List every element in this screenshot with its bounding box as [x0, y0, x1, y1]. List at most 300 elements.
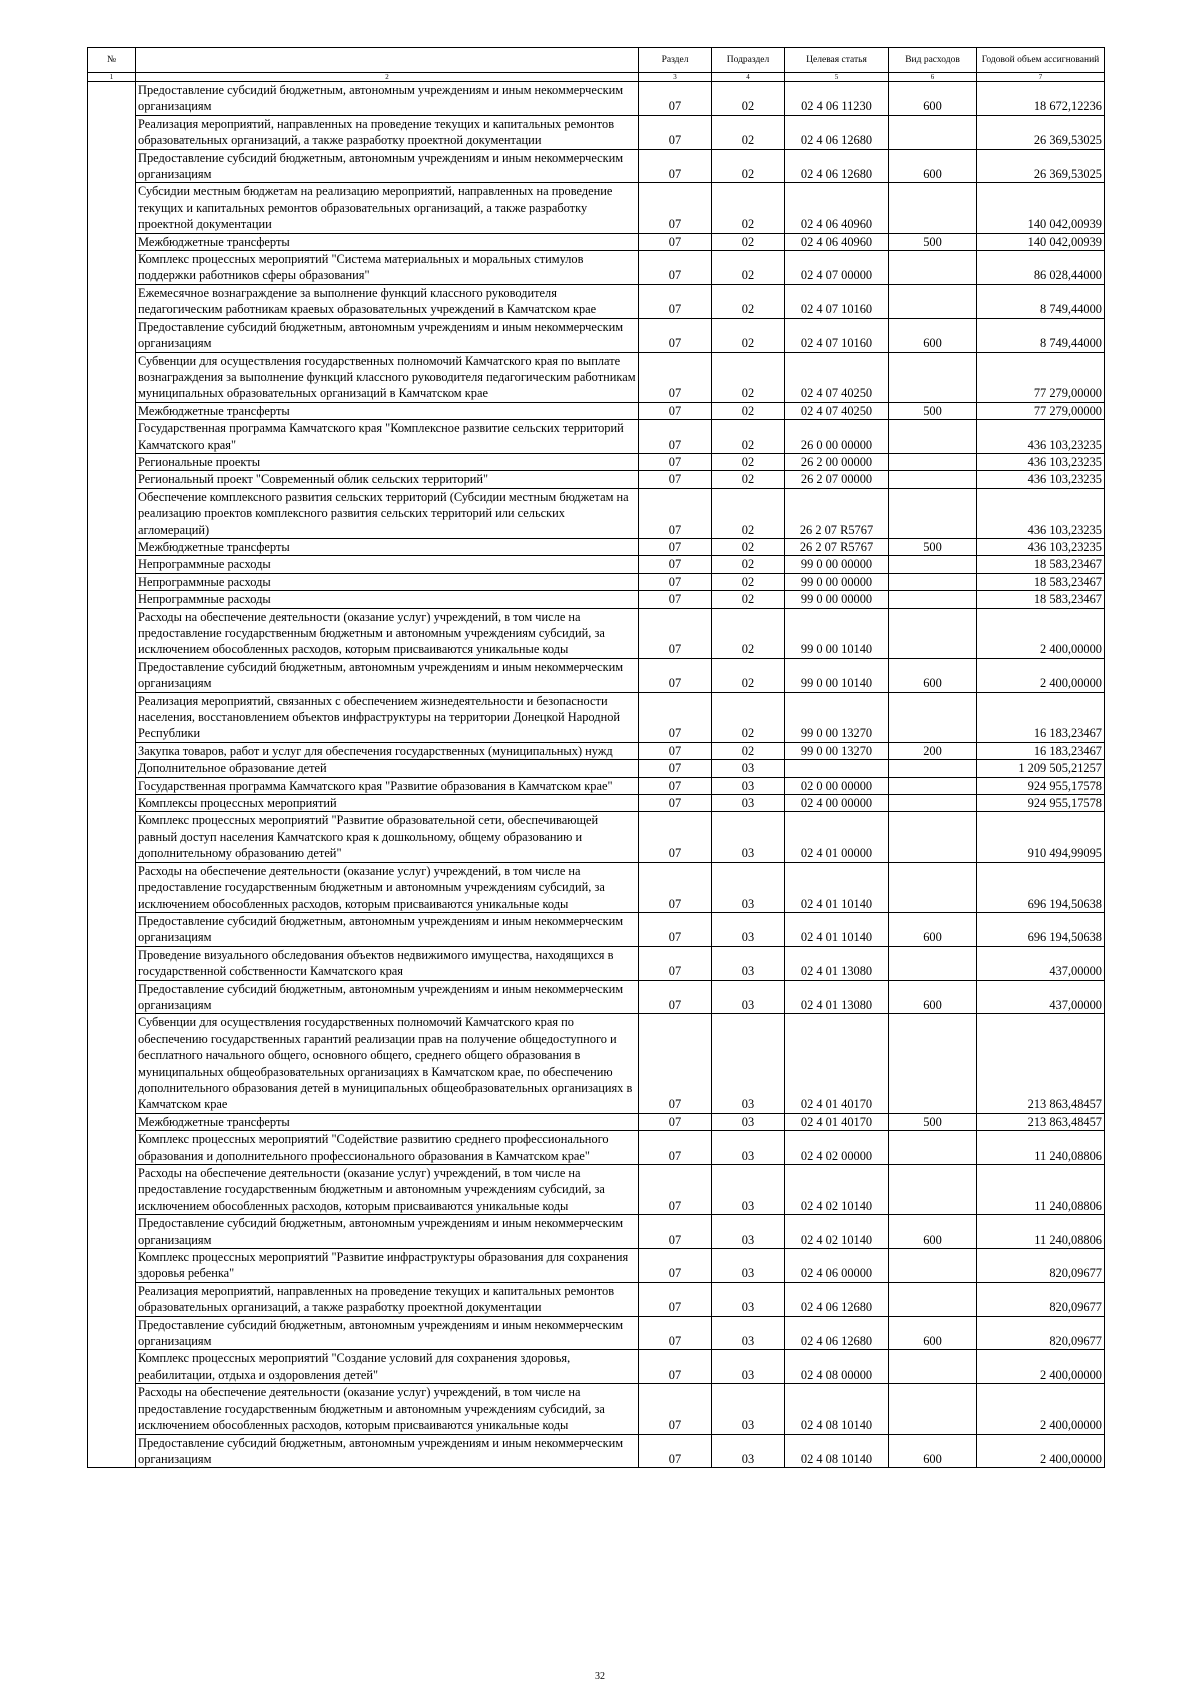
row-num — [88, 284, 136, 318]
table-row — [88, 1215, 1105, 1249]
row-expense-type: 600 — [889, 912, 977, 946]
header-num: № — [88, 48, 136, 73]
table-body — [88, 82, 1105, 1468]
row-section: 07 — [639, 862, 712, 912]
table-row — [88, 251, 1105, 285]
row-subsection: 03 — [712, 795, 785, 812]
row-subsection: 02 — [712, 82, 785, 116]
row-section: 07 — [639, 115, 712, 149]
row-num — [88, 760, 136, 777]
row-target: 02 4 07 00000 — [785, 251, 889, 285]
row-expense-type: 600 — [889, 1316, 977, 1350]
row-amount: 86 028,44000 — [977, 251, 1105, 285]
row-target: 26 0 00 00000 — [785, 420, 889, 454]
row-expense-type — [889, 692, 977, 742]
row-section: 07 — [639, 658, 712, 692]
row-amount: 696 194,50638 — [977, 862, 1105, 912]
row-section: 07 — [639, 183, 712, 233]
row-amount: 16 183,23467 — [977, 742, 1105, 759]
row-amount: 8 749,44000 — [977, 284, 1105, 318]
row-expense-type — [889, 1384, 977, 1434]
row-subsection: 02 — [712, 488, 785, 538]
header-name — [136, 48, 639, 73]
row-section: 07 — [639, 233, 712, 250]
row-amount: 16 183,23467 — [977, 692, 1105, 742]
row-target: 02 4 06 12680 — [785, 1316, 889, 1350]
row-name: Расходы на обеспечение деятельности (оказание услуг) учреждений, в том числе на предоставление государственным бюджетным и автономным учреждениям субсидий, за исключением обособленных расходов, которым присваиваются уникальные коды — [136, 862, 639, 912]
row-amount: 77 279,00000 — [977, 402, 1105, 419]
row-num — [88, 538, 136, 555]
row-subsection: 02 — [712, 183, 785, 233]
row-amount: 26 369,53025 — [977, 115, 1105, 149]
row-subsection: 02 — [712, 471, 785, 488]
row-section: 07 — [639, 318, 712, 352]
row-num — [88, 420, 136, 454]
row-name: Региональные проекты — [136, 453, 639, 470]
row-expense-type — [889, 760, 977, 777]
table-row — [88, 980, 1105, 1014]
row-target: 02 4 07 40250 — [785, 352, 889, 402]
row-name: Комплекс процессных мероприятий "Содействие развитию среднего профессионального образования и дополнительного профессионального образования в Камчатском крае" — [136, 1131, 639, 1165]
row-section: 07 — [639, 420, 712, 454]
row-name: Проведение визуального обследования объектов недвижимого имущества, находящихся в государственной собственности Камчатского края — [136, 946, 639, 980]
row-subsection: 02 — [712, 742, 785, 759]
row-amount: 140 042,00939 — [977, 183, 1105, 233]
row-num — [88, 573, 136, 590]
row-name: Реализация мероприятий, направленных на проведение текущих и капитальных ремонтов образовательных организаций, а также разработку проектной документации — [136, 1282, 639, 1316]
row-name: Ежемесячное вознаграждение за выполнение функций классного руководителя педагогическим работникам краевых образовательных учреждений в Камчатском крае — [136, 284, 639, 318]
row-num — [88, 402, 136, 419]
row-section: 07 — [639, 1316, 712, 1350]
row-section: 07 — [639, 284, 712, 318]
row-amount: 924 955,17578 — [977, 777, 1105, 794]
row-name: Субвенции для осуществления государственных полномочий Камчатского края по выплате вознаграждения за выполнение функций классного руководителя педагогическим работникам муниципальных образовательных организаций в Камчатском крае — [136, 352, 639, 402]
row-num — [88, 946, 136, 980]
row-num — [88, 795, 136, 812]
table-row — [88, 760, 1105, 777]
row-num — [88, 692, 136, 742]
row-expense-type: 600 — [889, 980, 977, 1014]
row-target: 02 4 01 40170 — [785, 1113, 889, 1130]
row-name: Предоставление субсидий бюджетным, автономным учреждениям и иным некоммерческим организациям — [136, 912, 639, 946]
row-section: 07 — [639, 980, 712, 1014]
row-num — [88, 1215, 136, 1249]
table-row — [88, 1014, 1105, 1113]
row-subsection: 03 — [712, 862, 785, 912]
row-target: 02 4 07 40250 — [785, 402, 889, 419]
row-amount: 77 279,00000 — [977, 352, 1105, 402]
row-section: 07 — [639, 812, 712, 862]
row-amount: 11 240,08806 — [977, 1215, 1105, 1249]
row-num — [88, 658, 136, 692]
row-subsection: 03 — [712, 1249, 785, 1283]
row-target — [785, 760, 889, 777]
table-row — [88, 946, 1105, 980]
row-subsection: 02 — [712, 591, 785, 608]
row-expense-type — [889, 488, 977, 538]
row-section: 07 — [639, 608, 712, 658]
row-section: 07 — [639, 692, 712, 742]
row-section: 07 — [639, 777, 712, 794]
row-name: Реализация мероприятий, направленных на проведение текущих и капитальных ремонтов образовательных организаций, а также разработку проектной документации — [136, 115, 639, 149]
row-num — [88, 912, 136, 946]
row-expense-type — [889, 777, 977, 794]
row-section: 07 — [639, 82, 712, 116]
table-row — [88, 1282, 1105, 1316]
table-row — [88, 1249, 1105, 1283]
row-name: Непрограммные расходы — [136, 573, 639, 590]
row-amount: 436 103,23235 — [977, 453, 1105, 470]
row-num — [88, 318, 136, 352]
row-expense-type — [889, 1350, 977, 1384]
table-row — [88, 1316, 1105, 1350]
row-num — [88, 1316, 136, 1350]
row-expense-type — [889, 573, 977, 590]
table-row — [88, 1350, 1105, 1384]
row-expense-type: 500 — [889, 402, 977, 419]
row-section: 07 — [639, 471, 712, 488]
row-target: 02 4 06 40960 — [785, 183, 889, 233]
row-section: 07 — [639, 149, 712, 183]
row-num — [88, 149, 136, 183]
table-row — [88, 420, 1105, 454]
table-row — [88, 777, 1105, 794]
row-target: 02 4 01 00000 — [785, 812, 889, 862]
row-section: 07 — [639, 1014, 712, 1113]
table-row — [88, 591, 1105, 608]
table-row — [88, 912, 1105, 946]
table-row — [88, 471, 1105, 488]
row-section: 07 — [639, 1384, 712, 1434]
table-row — [88, 318, 1105, 352]
row-target: 99 0 00 13270 — [785, 692, 889, 742]
row-subsection: 02 — [712, 453, 785, 470]
row-name: Расходы на обеспечение деятельности (оказание услуг) учреждений, в том числе на предоставление государственным бюджетным и автономным учреждениям субсидий, за исключением обособленных расходов, которым присваиваются уникальные коды — [136, 608, 639, 658]
row-subsection: 02 — [712, 115, 785, 149]
row-expense-type: 600 — [889, 318, 977, 352]
row-expense-type: 600 — [889, 1434, 977, 1468]
row-amount: 437,00000 — [977, 980, 1105, 1014]
row-subsection: 03 — [712, 1131, 785, 1165]
row-subsection: 02 — [712, 233, 785, 250]
row-section: 07 — [639, 760, 712, 777]
row-target: 02 0 00 00000 — [785, 777, 889, 794]
row-num — [88, 233, 136, 250]
row-expense-type — [889, 608, 977, 658]
header-expense-type: Вид расходов — [889, 48, 977, 73]
row-target: 02 4 02 10140 — [785, 1165, 889, 1215]
row-target: 02 4 06 11230 — [785, 82, 889, 116]
row-section: 07 — [639, 352, 712, 402]
row-target: 02 4 01 10140 — [785, 912, 889, 946]
table-row — [88, 556, 1105, 573]
row-num — [88, 1384, 136, 1434]
row-expense-type — [889, 115, 977, 149]
row-target: 02 4 07 10160 — [785, 318, 889, 352]
row-name: Государственная программа Камчатского края "Комплексное развитие сельских территорий Камчатского края" — [136, 420, 639, 454]
row-subsection: 02 — [712, 352, 785, 402]
row-expense-type — [889, 420, 977, 454]
row-target: 02 4 00 00000 — [785, 795, 889, 812]
row-amount: 2 400,00000 — [977, 1350, 1105, 1384]
row-num — [88, 1165, 136, 1215]
table-row — [88, 352, 1105, 402]
row-section: 07 — [639, 538, 712, 555]
row-name: Предоставление субсидий бюджетным, автономным учреждениям и иным некоммерческим организациям — [136, 318, 639, 352]
row-amount: 1 209 505,21257 — [977, 760, 1105, 777]
row-subsection: 03 — [712, 1165, 785, 1215]
row-section: 07 — [639, 912, 712, 946]
row-expense-type: 500 — [889, 1113, 977, 1130]
row-num — [88, 742, 136, 759]
table-row — [88, 658, 1105, 692]
row-expense-type: 600 — [889, 658, 977, 692]
row-amount: 140 042,00939 — [977, 233, 1105, 250]
column-number: 5 — [785, 73, 889, 82]
row-section: 07 — [639, 1165, 712, 1215]
row-section: 07 — [639, 591, 712, 608]
row-name: Комплекс процессных мероприятий "Развитие образовательной сети, обеспечивающей равный доступ населения Камчатского края к дошкольному, общему образованию и дополнительному образованию детей" — [136, 812, 639, 862]
column-number: 3 — [639, 73, 712, 82]
table-row — [88, 812, 1105, 862]
row-section: 07 — [639, 795, 712, 812]
row-section: 07 — [639, 1434, 712, 1468]
row-num — [88, 1113, 136, 1130]
row-target: 02 4 08 10140 — [785, 1384, 889, 1434]
row-amount: 18 583,23467 — [977, 591, 1105, 608]
row-expense-type — [889, 471, 977, 488]
row-name: Предоставление субсидий бюджетным, автономным учреждениям и иным некоммерческим организациям — [136, 82, 639, 116]
row-num — [88, 1014, 136, 1113]
row-target: 02 4 08 10140 — [785, 1434, 889, 1468]
table-header-row — [88, 48, 1105, 73]
row-expense-type — [889, 946, 977, 980]
row-subsection: 03 — [712, 946, 785, 980]
row-expense-type: 500 — [889, 233, 977, 250]
row-num — [88, 1249, 136, 1283]
table-row — [88, 149, 1105, 183]
row-target: 02 4 01 13080 — [785, 980, 889, 1014]
row-section: 07 — [639, 573, 712, 590]
row-num — [88, 453, 136, 470]
row-name: Расходы на обеспечение деятельности (оказание услуг) учреждений, в том числе на предоставление государственным бюджетным и автономным учреждениям субсидий, за исключением обособленных расходов, которым присваиваются уникальные коды — [136, 1165, 639, 1215]
row-target: 02 4 01 10140 — [785, 862, 889, 912]
row-subsection: 02 — [712, 402, 785, 419]
row-amount: 213 863,48457 — [977, 1113, 1105, 1130]
table-row — [88, 1165, 1105, 1215]
row-subsection: 02 — [712, 318, 785, 352]
row-subsection: 02 — [712, 538, 785, 555]
row-section: 07 — [639, 742, 712, 759]
row-target: 26 2 00 00000 — [785, 453, 889, 470]
row-expense-type — [889, 795, 977, 812]
column-number: 2 — [136, 73, 639, 82]
row-subsection: 03 — [712, 1282, 785, 1316]
row-subsection: 02 — [712, 251, 785, 285]
row-target: 02 4 02 10140 — [785, 1215, 889, 1249]
row-num — [88, 1350, 136, 1384]
row-target: 02 4 06 12680 — [785, 149, 889, 183]
row-subsection: 03 — [712, 1113, 785, 1130]
row-name: Субсидии местным бюджетам на реализацию мероприятий, направленных на проведение текущих и капитальных ремонтов образовательных организаций, а также разработку проектной документации — [136, 183, 639, 233]
row-section: 07 — [639, 946, 712, 980]
table-row — [88, 183, 1105, 233]
table-row — [88, 573, 1105, 590]
row-num — [88, 183, 136, 233]
row-name: Предоставление субсидий бюджетным, автономным учреждениям и иным некоммерческим организациям — [136, 980, 639, 1014]
row-amount: 2 400,00000 — [977, 608, 1105, 658]
row-section: 07 — [639, 1215, 712, 1249]
row-subsection: 03 — [712, 1384, 785, 1434]
row-expense-type — [889, 591, 977, 608]
row-amount: 436 103,23235 — [977, 420, 1105, 454]
row-name: Предоставление субсидий бюджетным, автономным учреждениям и иным некоммерческим организациям — [136, 1434, 639, 1468]
row-name: Государственная программа Камчатского края "Развитие образования в Камчатском крае" — [136, 777, 639, 794]
row-target: 99 0 00 00000 — [785, 573, 889, 590]
row-name: Предоставление субсидий бюджетным, автономным учреждениям и иным некоммерческим организациям — [136, 149, 639, 183]
row-subsection: 02 — [712, 556, 785, 573]
row-subsection: 03 — [712, 760, 785, 777]
row-num — [88, 488, 136, 538]
row-amount: 436 103,23235 — [977, 471, 1105, 488]
row-amount: 18 583,23467 — [977, 573, 1105, 590]
row-target: 26 2 07 R5767 — [785, 538, 889, 555]
row-num — [88, 471, 136, 488]
table-row — [88, 1384, 1105, 1434]
row-section: 07 — [639, 556, 712, 573]
row-section: 07 — [639, 1350, 712, 1384]
row-amount: 820,09677 — [977, 1249, 1105, 1283]
row-num — [88, 115, 136, 149]
row-expense-type — [889, 556, 977, 573]
row-target: 99 0 00 13270 — [785, 742, 889, 759]
row-name: Комплекс процессных мероприятий "Система материальных и моральных стимулов поддержки работников сферы образования" — [136, 251, 639, 285]
row-target: 02 4 06 40960 — [785, 233, 889, 250]
row-amount: 11 240,08806 — [977, 1165, 1105, 1215]
row-target: 02 4 01 40170 — [785, 1014, 889, 1113]
row-num — [88, 777, 136, 794]
table-row — [88, 862, 1105, 912]
row-section: 07 — [639, 402, 712, 419]
row-subsection: 02 — [712, 149, 785, 183]
row-amount: 924 955,17578 — [977, 795, 1105, 812]
row-subsection: 02 — [712, 284, 785, 318]
row-num — [88, 608, 136, 658]
row-expense-type — [889, 1165, 977, 1215]
column-numbers-row — [88, 73, 1105, 82]
header-subsection: Подраздел — [712, 48, 785, 73]
row-amount: 820,09677 — [977, 1316, 1105, 1350]
row-amount: 436 103,23235 — [977, 538, 1105, 555]
table-row — [88, 1113, 1105, 1130]
row-expense-type — [889, 1131, 977, 1165]
row-expense-type: 600 — [889, 1215, 977, 1249]
row-expense-type — [889, 352, 977, 402]
row-amount: 11 240,08806 — [977, 1131, 1105, 1165]
row-num — [88, 1434, 136, 1468]
row-name: Предоставление субсидий бюджетным, автономным учреждениям и иным некоммерческим организациям — [136, 658, 639, 692]
row-section: 07 — [639, 251, 712, 285]
row-amount: 436 103,23235 — [977, 488, 1105, 538]
row-target: 02 4 02 00000 — [785, 1131, 889, 1165]
row-amount: 437,00000 — [977, 946, 1105, 980]
row-expense-type — [889, 183, 977, 233]
row-section: 07 — [639, 1131, 712, 1165]
row-expense-type — [889, 1282, 977, 1316]
table-row — [88, 742, 1105, 759]
row-num — [88, 862, 136, 912]
table-row — [88, 82, 1105, 116]
row-subsection: 02 — [712, 658, 785, 692]
row-subsection: 02 — [712, 573, 785, 590]
row-expense-type: 600 — [889, 82, 977, 116]
row-name: Закупка товаров, работ и услуг для обеспечения государственных (муниципальных) нужд — [136, 742, 639, 759]
row-target: 99 0 00 10140 — [785, 608, 889, 658]
row-name: Реализация мероприятий, связанных с обеспечением жизнедеятельности и безопасности населения, восстановлением объектов инфраструктуры на территории Донецкой Народной Республики — [136, 692, 639, 742]
row-expense-type — [889, 812, 977, 862]
table-row — [88, 538, 1105, 555]
row-name: Межбюджетные трансферты — [136, 402, 639, 419]
column-number: 7 — [977, 73, 1105, 82]
row-expense-type — [889, 251, 977, 285]
row-target: 02 4 06 00000 — [785, 1249, 889, 1283]
row-subsection: 03 — [712, 1316, 785, 1350]
row-amount: 820,09677 — [977, 1282, 1105, 1316]
table-row — [88, 453, 1105, 470]
row-num — [88, 1282, 136, 1316]
header-section: Раздел — [639, 48, 712, 73]
page-number: 32 — [595, 1671, 605, 1682]
row-target: 02 4 06 12680 — [785, 115, 889, 149]
table-row — [88, 692, 1105, 742]
row-num — [88, 82, 136, 116]
row-section: 07 — [639, 488, 712, 538]
row-target: 99 0 00 00000 — [785, 591, 889, 608]
table-row — [88, 115, 1105, 149]
row-num — [88, 591, 136, 608]
table-row — [88, 233, 1105, 250]
row-expense-type: 500 — [889, 538, 977, 555]
row-amount: 8 749,44000 — [977, 318, 1105, 352]
row-num — [88, 812, 136, 862]
row-name: Дополнительное образование детей — [136, 760, 639, 777]
row-expense-type: 200 — [889, 742, 977, 759]
row-subsection: 03 — [712, 1014, 785, 1113]
row-subsection: 03 — [712, 912, 785, 946]
row-target: 99 0 00 10140 — [785, 658, 889, 692]
row-subsection: 02 — [712, 692, 785, 742]
row-name: Предоставление субсидий бюджетным, автономным учреждениям и иным некоммерческим организациям — [136, 1316, 639, 1350]
column-number: 1 — [88, 73, 136, 82]
row-expense-type — [889, 453, 977, 470]
row-name: Комплекс процессных мероприятий "Создание условий для сохранения здоровья, реабилитации, отдыха и оздоровления детей" — [136, 1350, 639, 1384]
row-expense-type — [889, 862, 977, 912]
row-expense-type: 600 — [889, 149, 977, 183]
column-number: 6 — [889, 73, 977, 82]
row-amount: 696 194,50638 — [977, 912, 1105, 946]
row-name: Комплекс процессных мероприятий "Развитие инфраструктуры образования для сохранения здоровья ребенка" — [136, 1249, 639, 1283]
table-row — [88, 1131, 1105, 1165]
row-amount: 910 494,99095 — [977, 812, 1105, 862]
budget-table — [87, 47, 1105, 1468]
row-expense-type — [889, 284, 977, 318]
row-name: Непрограммные расходы — [136, 591, 639, 608]
table-row — [88, 795, 1105, 812]
row-num — [88, 352, 136, 402]
row-name: Непрограммные расходы — [136, 556, 639, 573]
row-subsection: 03 — [712, 812, 785, 862]
row-subsection: 02 — [712, 608, 785, 658]
